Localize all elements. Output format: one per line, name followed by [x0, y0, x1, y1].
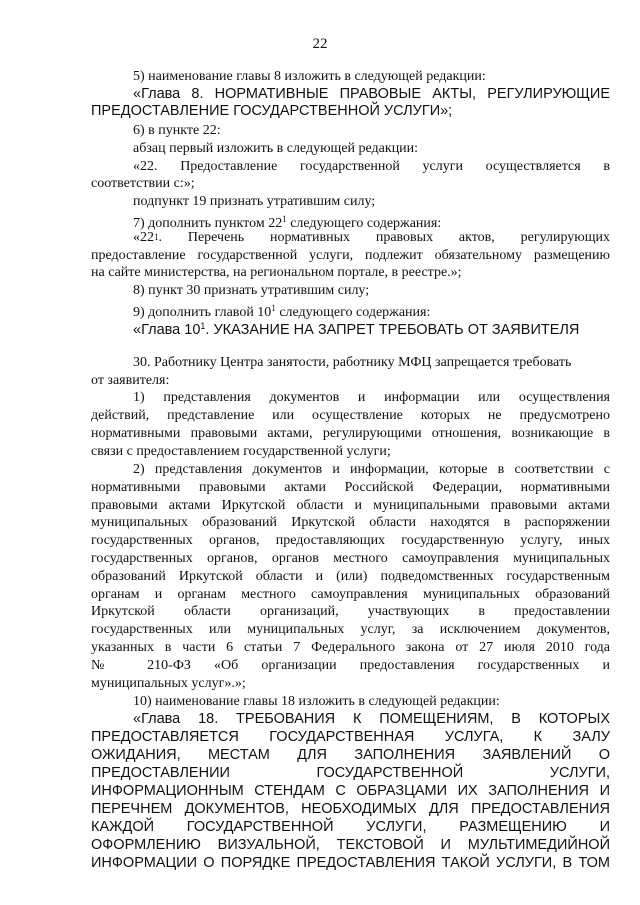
text-span: 7) дополнить пунктом 22	[133, 216, 283, 231]
text-line: 8) пункт 30 признать утратившим силу;	[133, 283, 370, 298]
chapter-heading-line: «Глава 8. НОРМАТИВНЫЕ ПРАВОВЫЕ АКТЫ, РЕГУЛИРУЮЩИЕ	[133, 86, 610, 102]
text-line: соответствии с:»;	[91, 176, 195, 191]
text-line: муниципальных услуг».»;	[91, 676, 246, 691]
superscript: 1	[282, 214, 287, 224]
chapter-heading-line: КАЖДОЙ ГОСУДАРСТВЕННОЙ УСЛУГИ, РАЗМЕЩЕНИЮ И	[91, 819, 610, 835]
text-line: образований Иркутской области и (или) подведомственных государственным	[91, 569, 610, 584]
text-line: связи с предоставлением государственной услуги;	[91, 444, 391, 459]
text-line: действий, представление или осуществление которых не предусмотрено	[91, 408, 610, 423]
text-line: 5) наименование главы 8 изложить в следующей редакции:	[133, 69, 486, 84]
text-line: абзац первый изложить в следующей редакции:	[133, 141, 419, 156]
text-line: «22. Предоставление государственной услуги осуществляется в	[133, 159, 610, 174]
chapter-heading-line: ИНФОРМАЦИОННЫМ СТЕНДАМ С ОБРАЗЦАМИ ИХ ЗАПОЛНЕНИЯ И	[91, 783, 610, 799]
chapter-heading-line: ПРЕДОСТАВЛЯЕТСЯ ГОСУДАРСТВЕННАЯ УСЛУГА, К ЗАЛУ	[91, 729, 610, 745]
text-line: от заявителя:	[91, 373, 170, 388]
text-line: муниципальных образований Иркутской области находятся в распоряжении	[91, 515, 610, 530]
text-line: указанных в части 6 статьи 7 Федерального закона от 27 июля 2010 года	[91, 640, 610, 655]
text-line: органам и органам местного самоуправления муниципальных образований	[91, 587, 610, 602]
text-line: правовыми актами Иркутской области и муниципальными правовыми актами	[91, 498, 610, 513]
chapter-heading-line	[133, 318, 579, 339]
page-number: 22	[312, 36, 328, 52]
chapter-heading-line: ПЕРЕЧНЕМ ДОКУМЕНТОВ, НЕОБХОДИМЫХ ДЛЯ ПРЕДОСТАВЛЕНИЯ	[91, 801, 610, 817]
text-span: «Глава 10	[133, 322, 201, 338]
text-span: . Перечень нормативных правовых актов, регулирующих	[158, 230, 610, 245]
chapter-heading-line: ПРЕДОСТАВЛЕНИЕ ГОСУДАРСТВЕННОЙ УСЛУГИ»;	[91, 103, 453, 119]
text-line: 30. Работнику Центра занятости, работнику МФЦ запрещается требовать	[133, 355, 572, 370]
text-line: Иркутской области организаций, участвующих в предоставлении	[91, 604, 610, 619]
text-span: . УКАЗАНИЕ НА ЗАПРЕТ ТРЕБОВАТЬ ОТ ЗАЯВИТЕЛЯ	[205, 322, 580, 338]
text-line	[133, 229, 610, 246]
text-line: № 210-ФЗ «Об организации предоставления государственных и	[91, 658, 610, 673]
text-line: 1) представления документов и информации или осуществления	[133, 390, 610, 405]
text-line: нормативными правовыми актами Российской Федерации, нормативными	[91, 480, 610, 495]
superscript: 1	[200, 321, 206, 331]
chapter-heading-line: ОФОРМЛЕНИЮ ВИЗУАЛЬНОЙ, ТЕКСТОВОЙ И МУЛЬТИМЕДИЙНОЙ	[91, 837, 610, 853]
text-line: предоставление государственной услуги, подлежит обязательному размещению	[91, 248, 610, 263]
text-line: государственных или муниципальных услуг, за исключением документов,	[91, 622, 610, 637]
chapter-heading-line: ИНФОРМАЦИИ О ПОРЯДКЕ ПРЕДОСТАВЛЕНИЯ ТАКОЙ УСЛУГИ, В ТОМ	[91, 855, 610, 871]
text-line: нормативными правовыми актами, регулирующими отношения, возникающие в	[91, 426, 610, 441]
text-line: 2) представления документов и информации, которые в соответствии с	[133, 462, 610, 477]
chapter-heading-line: «Глава 18. ТРЕБОВАНИЯ К ПОМЕЩЕНИЯМ, В КОТОРЫХ	[133, 711, 610, 727]
text-span: 9) дополнить главой 10	[133, 305, 272, 320]
superscript: 1	[154, 232, 159, 242]
text-line: государственных органов, органов местного самоуправления муниципальных	[91, 551, 610, 566]
superscript: 1	[271, 303, 276, 313]
text-span: следующего содержания:	[286, 216, 442, 231]
text-span: следующего содержания:	[275, 305, 431, 320]
chapter-heading-line: ОЖИДАНИЯ, МЕСТАМ ДЛЯ ЗАПОЛНЕНИЯ ЗАЯВЛЕНИЙ О	[91, 747, 610, 763]
chapter-heading-line: ПРЕДОСТАВЛЕНИИ ГОСУДАРСТВЕННОЙ УСЛУГИ,	[91, 765, 610, 781]
text-span: «22	[133, 230, 154, 245]
text-line: 10) наименование главы 18 изложить в следующей редакции:	[133, 694, 500, 709]
text-line: подпункт 19 признать утратившим силу;	[133, 194, 376, 209]
text-line: на сайте министерства, на региональном портале, в реестре.»;	[91, 265, 462, 280]
text-line: государственных органов, предоставляющих государственную услугу, иных	[91, 533, 610, 548]
text-line: 6) в пункте 22:	[133, 123, 221, 138]
